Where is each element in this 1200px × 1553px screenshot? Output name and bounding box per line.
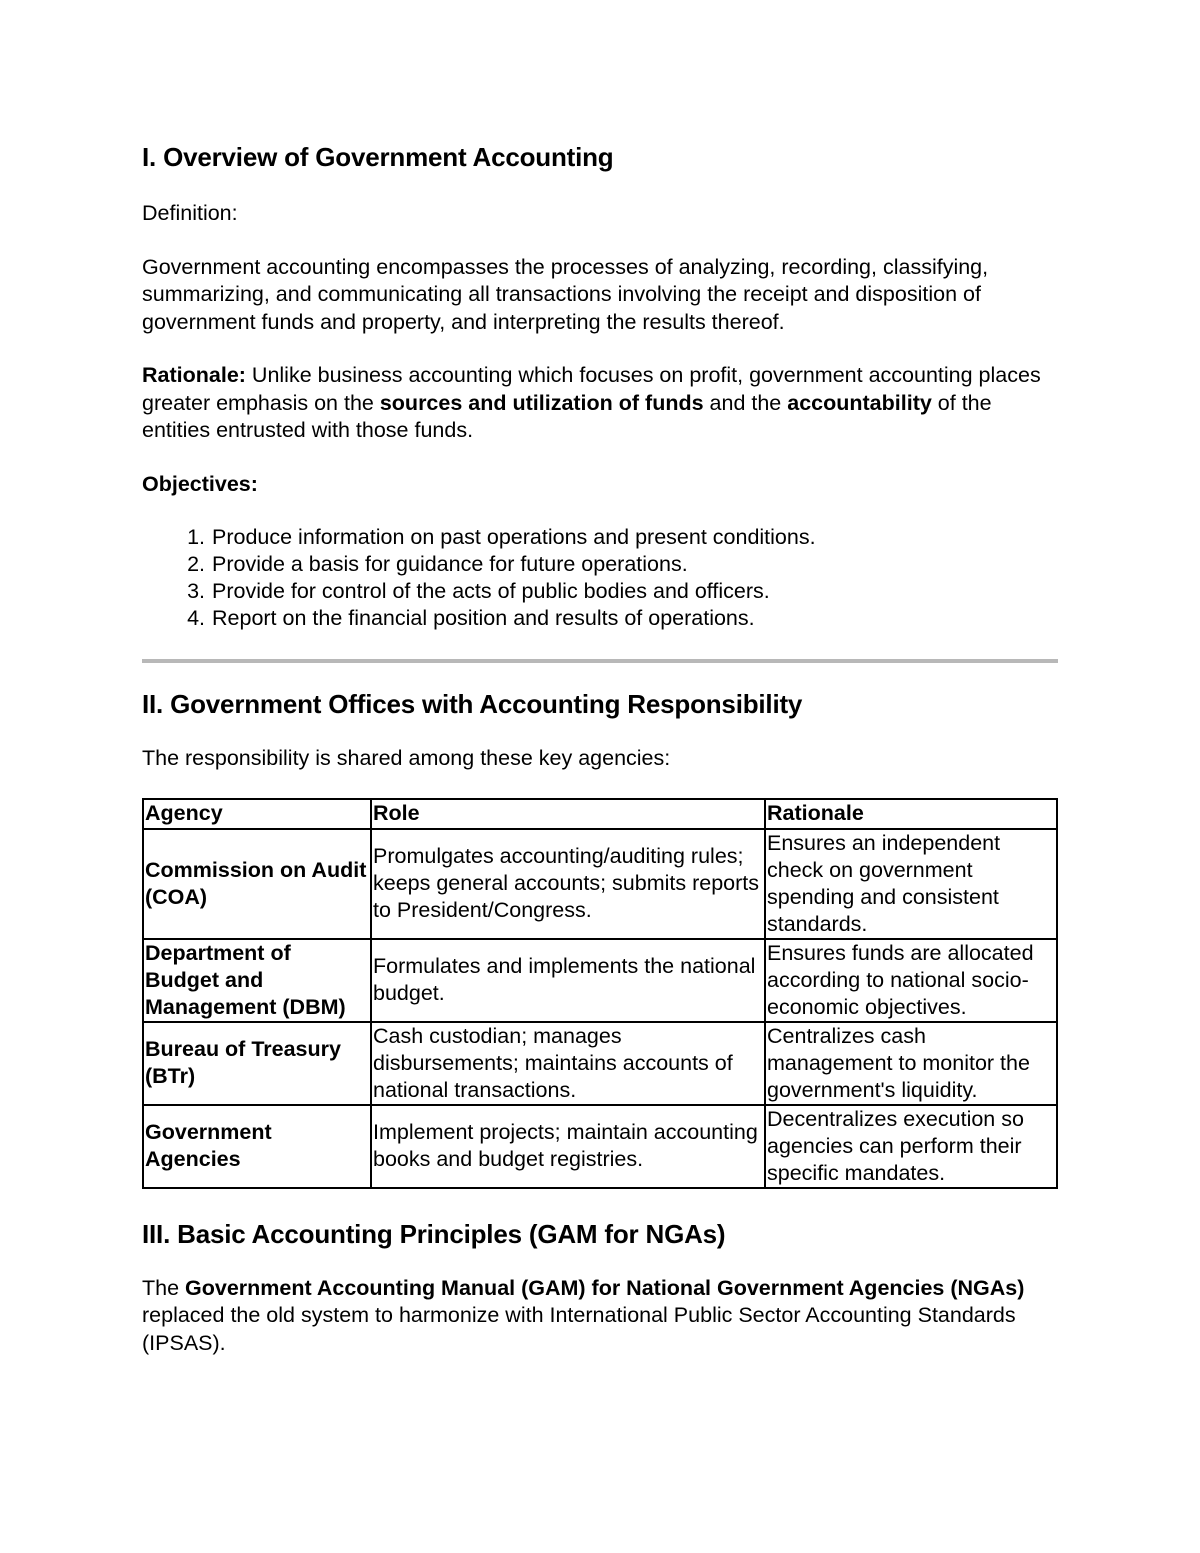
rationale-text-2: and the xyxy=(703,390,788,415)
document-page xyxy=(142,140,1058,1357)
table-row xyxy=(143,939,1057,1022)
column-header-role: Role xyxy=(371,799,765,829)
table-cell-rationale: Decentralizes execution so agencies can perform their specific mandates. xyxy=(765,1105,1057,1188)
gam-text-2: replaced the old system to harmonize with International Public Sector Accounting Standards (IPSAS). xyxy=(142,1303,1016,1355)
objectives-list xyxy=(142,524,1058,632)
section2-heading: II. Government Offices with Accounting Responsibility xyxy=(142,689,803,719)
list-item: 3. Provide for control of the acts of public bodies and officers. xyxy=(211,578,1058,605)
table-cell-role: Implement projects; maintain accounting books and budget registries. xyxy=(371,1105,765,1188)
rationale-bold-2: accountability xyxy=(787,390,932,415)
horizontal-divider xyxy=(142,659,1058,663)
table-cell-role: Formulates and implements the national budget. xyxy=(371,939,765,1022)
table-cell-agency: Government Agencies xyxy=(143,1105,371,1188)
gam-paragraph xyxy=(142,1275,1058,1358)
column-header-rationale: Rationale xyxy=(765,799,1057,829)
table-cell-rationale: Ensures an independent check on government spending and consistent standards. xyxy=(765,829,1057,939)
list-item: 2. Provide a basis for guidance for future operations. xyxy=(211,551,1058,578)
section1-heading: I. Overview of Government Accounting xyxy=(142,142,614,172)
table-cell-agency: Department of Budget and Management (DBM) xyxy=(143,939,371,1022)
objectives-label: Objectives: xyxy=(142,471,258,496)
rationale-text-1: Unlike business accounting which focuses on profit, government accounting places greater emphasis on the xyxy=(142,363,1041,415)
gam-bold: Government Accounting Manual (GAM) for National Government Agencies (NGAs) xyxy=(185,1275,1025,1300)
table-cell-rationale: Ensures funds are allocated according to national socio-economic objectives. xyxy=(765,939,1057,1022)
table-header-row xyxy=(143,799,1057,829)
table-cell-role: Cash custodian; manages disbursements; maintains accounts of national transactions. xyxy=(371,1022,765,1105)
gam-text-1: The xyxy=(142,1275,186,1300)
definition-label: Definition: xyxy=(142,201,238,225)
rationale-text-3: of the entities entrusted with those funds. xyxy=(142,390,992,442)
table-cell-agency: Bureau of Treasury (BTr) xyxy=(143,1022,371,1105)
table-cell-agency: Commission on Audit (COA) xyxy=(143,829,371,939)
section2-intro: The responsibility is shared among these key agencies: xyxy=(142,746,671,770)
rationale-bold-1: sources and utilization of funds xyxy=(379,390,704,415)
table-cell-role: Promulgates accounting/auditing rules; keeps general accounts; submits reports to President/Congress. xyxy=(371,829,765,939)
column-header-agency: Agency xyxy=(143,799,371,829)
table-row xyxy=(143,829,1057,939)
rationale-label: Rationale: xyxy=(142,363,246,387)
list-item: 1. Produce information on past operations and present conditions. xyxy=(211,524,1058,551)
definition-text: Government accounting encompasses the processes of analyzing, recording, classifying, summarizing, and communicating all transactions involving the receipt and disposition of government funds and property, and interpreting the results thereof. xyxy=(142,254,989,334)
table-row xyxy=(143,1022,1057,1105)
agencies-table xyxy=(142,798,1058,1189)
list-item: 4. Report on the financial position and results of operations. xyxy=(211,605,1058,632)
table-row xyxy=(143,1105,1057,1188)
rationale-paragraph xyxy=(142,362,1058,445)
table-cell-rationale: Centralizes cash management to monitor the government's liquidity. xyxy=(765,1022,1057,1105)
section3-heading: III. Basic Accounting Principles (GAM for NGAs) xyxy=(142,1218,726,1249)
